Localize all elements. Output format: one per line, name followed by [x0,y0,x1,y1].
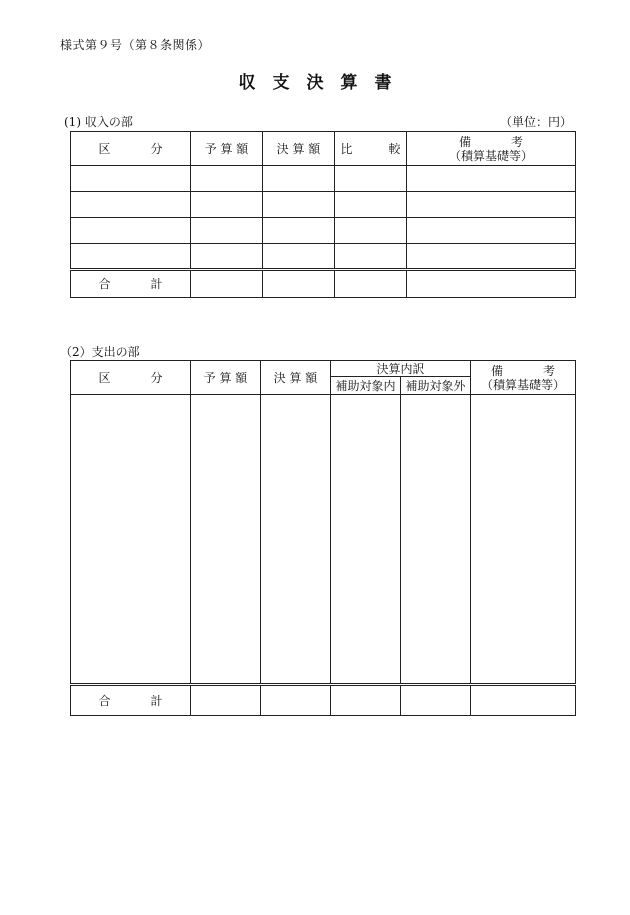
income-header-category-char2: 分 [150,141,163,156]
income-table [70,131,576,298]
income-cell[interactable] [263,218,335,244]
income-header-category [71,132,191,166]
income-total-cell[interactable] [407,270,576,298]
expenditure-total-row [71,685,576,716]
income-cell[interactable] [71,166,191,192]
income-total-label [71,270,191,298]
income-header-remarks-char2: 考 [511,134,524,149]
expenditure-header-category [71,361,191,395]
expenditure-cell[interactable] [191,395,261,685]
expenditure-cell[interactable] [471,395,576,685]
expenditure-total-label [71,685,191,716]
income-row [71,192,576,218]
expenditure-header-remarks-char1: 備 [491,363,504,378]
income-cell[interactable] [191,218,263,244]
expenditure-header-settlement: 決 算 額 [261,361,331,395]
expenditure-total-cell[interactable] [331,685,401,716]
expenditure-header-subsidy-ineligible: 補助対象外 [401,377,471,395]
income-header-remarks-char1: 備 [458,134,471,149]
expenditure-header-subsidy-eligible: 補助対象内 [331,377,401,395]
expenditure-header-remarks-char2: 考 [543,363,556,378]
document-title: 収 支 決 算 書 [238,73,392,93]
expenditure-header-category-char2: 分 [150,370,163,385]
income-header-comparison [335,132,407,166]
income-cell[interactable] [71,244,191,270]
expenditure-header-breakdown: 決算内訳 [331,361,471,377]
income-cell[interactable] [263,166,335,192]
income-total-row [71,270,576,298]
expenditure-header-budget: 予 算 額 [191,361,261,395]
income-cell[interactable] [71,192,191,218]
unit-label: （単位：円） [500,115,573,129]
expenditure-cell[interactable] [331,395,401,685]
expenditure-header-category-char1: 区 [98,370,111,385]
expenditure-total-char2: 計 [150,693,163,708]
income-header-remarks [407,132,576,166]
income-total-cell[interactable] [335,270,407,298]
expenditure-cell[interactable] [401,395,471,685]
expenditure-total-char1: 合 [98,693,111,708]
expenditure-total-cell[interactable] [261,685,331,716]
income-cell[interactable] [191,166,263,192]
income-total-cell[interactable] [263,270,335,298]
income-cell[interactable] [407,218,576,244]
expenditure-cell[interactable] [261,395,331,685]
income-header-category-char1: 区 [98,141,111,156]
income-total-char2: 計 [150,277,163,291]
income-row [71,166,576,192]
income-cell[interactable] [263,244,335,270]
income-cell[interactable] [407,244,576,270]
expenditure-total-cell[interactable] [401,685,471,716]
income-header-settlement: 決 算 額 [263,132,335,166]
expenditure-cell[interactable] [71,395,191,685]
income-row [71,218,576,244]
income-section-label: (1) 収入の部 [64,115,133,129]
income-cell[interactable] [335,166,407,192]
expenditure-body-row [71,395,576,685]
income-total-char1: 合 [98,277,111,291]
income-cell[interactable] [335,218,407,244]
income-header-comparison-char2: 較 [388,141,401,156]
income-header-remarks-sub: （積算基礎等） [448,148,533,163]
income-cell[interactable] [191,244,263,270]
income-cell[interactable] [191,192,263,218]
income-header-budget: 予 算 額 [191,132,263,166]
expenditure-table [70,360,576,716]
income-cell[interactable] [335,192,407,218]
income-cell[interactable] [407,166,576,192]
income-cell[interactable] [263,192,335,218]
income-header-comparison-char1: 比 [340,141,353,156]
income-total-cell[interactable] [191,270,263,298]
income-cell[interactable] [335,244,407,270]
expenditure-total-cell[interactable] [191,685,261,716]
expenditure-total-cell[interactable] [471,685,576,716]
income-cell[interactable] [407,192,576,218]
expenditure-header-row [71,361,576,377]
expenditure-header-remarks-sub: （積算基礎等） [481,377,566,392]
income-cell[interactable] [71,218,191,244]
income-row [71,244,576,270]
expenditure-section-label: （2）支出の部 [60,345,140,359]
income-header-row [71,132,576,166]
form-number: 様式第９号（第８条関係） [60,38,211,52]
expenditure-header-remarks [471,361,576,395]
